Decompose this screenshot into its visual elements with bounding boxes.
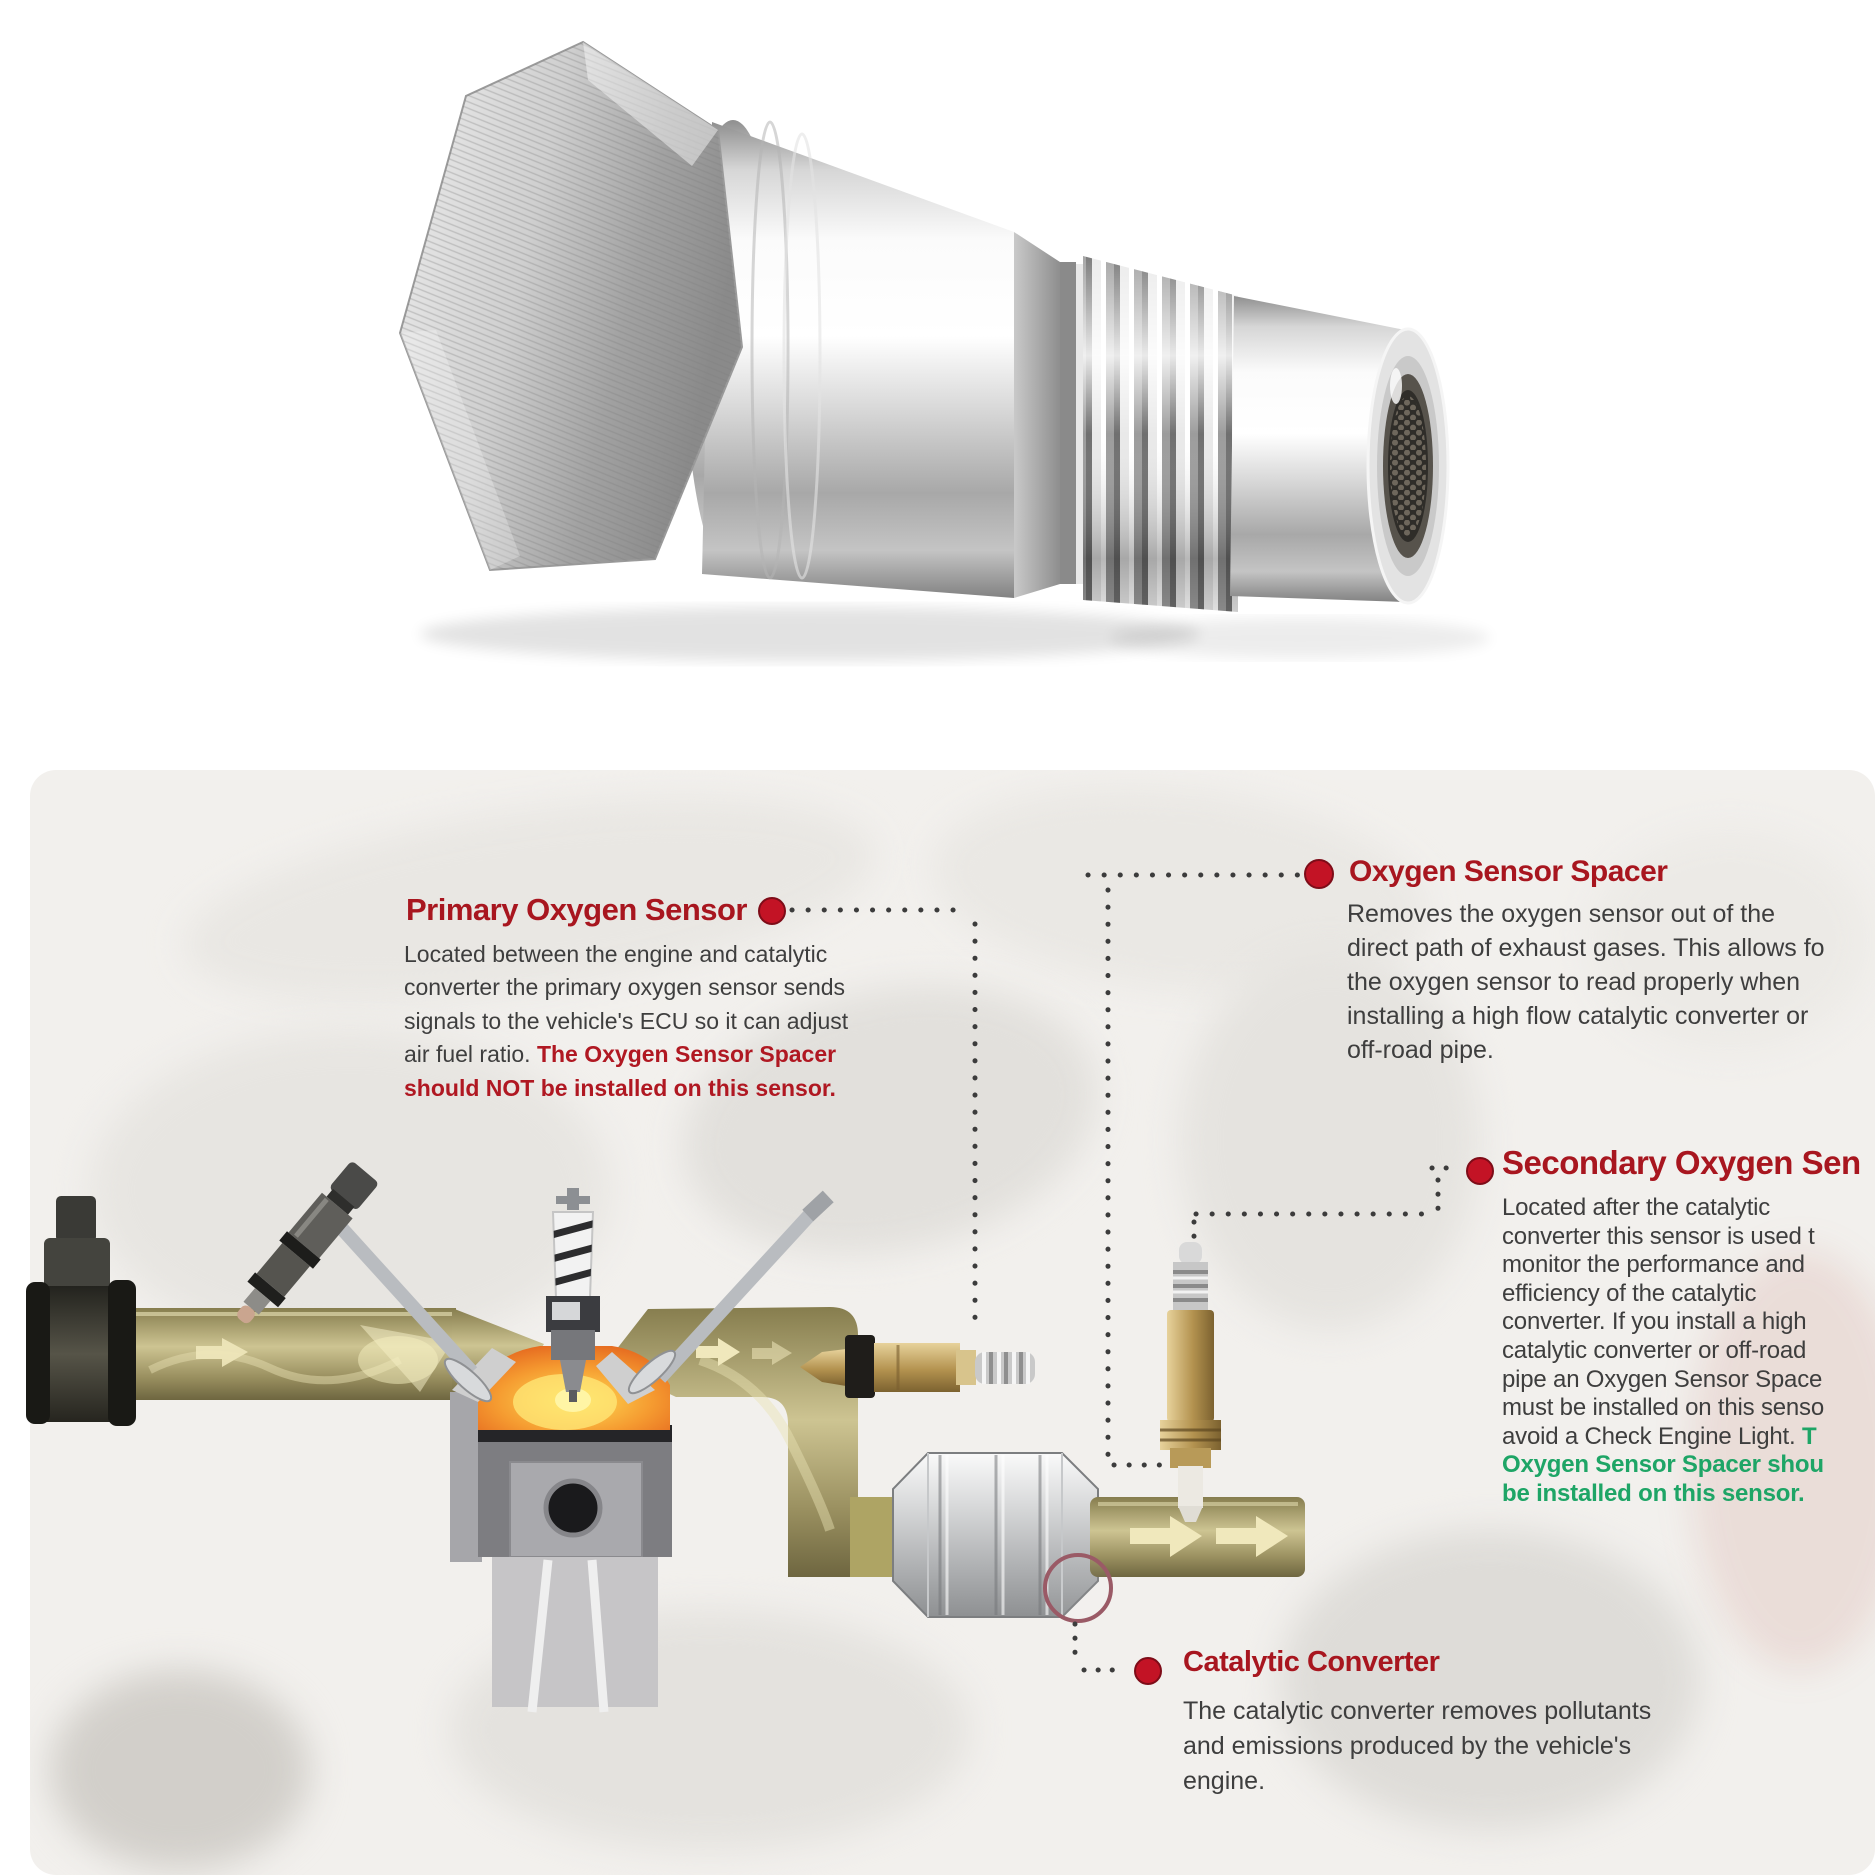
text-line: off-road pipe.	[1347, 1036, 1494, 1064]
spacer-body	[702, 122, 1014, 598]
product-shadow	[420, 607, 1200, 661]
product-shadow	[1110, 618, 1490, 658]
text-line: direct path of exhaust gases. This allows fo	[1347, 934, 1825, 962]
spacer-tip	[1230, 296, 1448, 603]
text-line: The catalytic converter removes pollutants	[1183, 1697, 1652, 1725]
text-line: the oxygen sensor to read properly when	[1347, 968, 1801, 996]
text-line: Located after the catalytic	[1502, 1194, 1771, 1221]
text-line: Located between the engine and catalytic	[404, 941, 828, 967]
spacer-hex-nut	[400, 42, 742, 570]
oxygen-sensor-spacer-description	[1347, 897, 1875, 1067]
primary-oxygen-sensor-title: Primary Oxygen Sensor	[406, 892, 747, 927]
catalytic-converter-description	[1183, 1694, 1743, 1799]
text-line: and emissions produced by the vehicle's	[1183, 1732, 1632, 1760]
text-line: catalytic converter or off-road	[1502, 1336, 1807, 1364]
secondary-oxygen-sensor-description	[1502, 1194, 1875, 1509]
text-line: engine.	[1183, 1767, 1266, 1795]
spacer-threads	[1083, 256, 1238, 612]
text-line: Removes the oxygen sensor out of the	[1347, 900, 1776, 928]
text-line: avoid a Check Engine Light. T	[1502, 1422, 1817, 1450]
text-line: Oxygen Sensor Spacer shou	[1502, 1451, 1824, 1479]
text-line: air fuel ratio. The Oxygen Sensor Spacer	[404, 1041, 837, 1068]
oxygen-sensor-spacer-title: Oxygen Sensor Spacer	[1349, 855, 1668, 888]
text-line: converter. If you install a high	[1502, 1308, 1807, 1336]
text-line: converter the primary oxygen sensor sends	[404, 974, 846, 1001]
text-line: must be installed on this senso	[1502, 1394, 1824, 1422]
primary-oxygen-sensor-description	[404, 938, 902, 1105]
text-line: installing a high flow catalytic converter or	[1347, 1002, 1809, 1030]
secondary-oxygen-sensor-title: Secondary Oxygen Sen	[1502, 1144, 1861, 1181]
text-line: signals to the vehicle's ECU so it can adjust	[404, 1007, 849, 1034]
text-line: efficiency of the catalytic	[1502, 1279, 1757, 1307]
text-line: monitor the performance and	[1502, 1251, 1805, 1279]
text-line: should NOT be installed on this sensor.	[404, 1074, 836, 1101]
text-line: pipe an Oxygen Sensor Space	[1502, 1365, 1823, 1393]
product-photo	[400, 42, 1490, 661]
photo-blob	[450, 1610, 970, 1850]
photo-blob	[50, 1670, 310, 1870]
catalytic-converter-title: Catalytic Converter	[1183, 1646, 1440, 1678]
spacer-step	[1014, 232, 1060, 598]
text-line: converter this sensor is used t	[1502, 1222, 1815, 1250]
spacer-collar	[685, 120, 781, 576]
catalyst-mesh	[1390, 396, 1426, 536]
text-line: be installed on this sensor.	[1502, 1479, 1805, 1507]
